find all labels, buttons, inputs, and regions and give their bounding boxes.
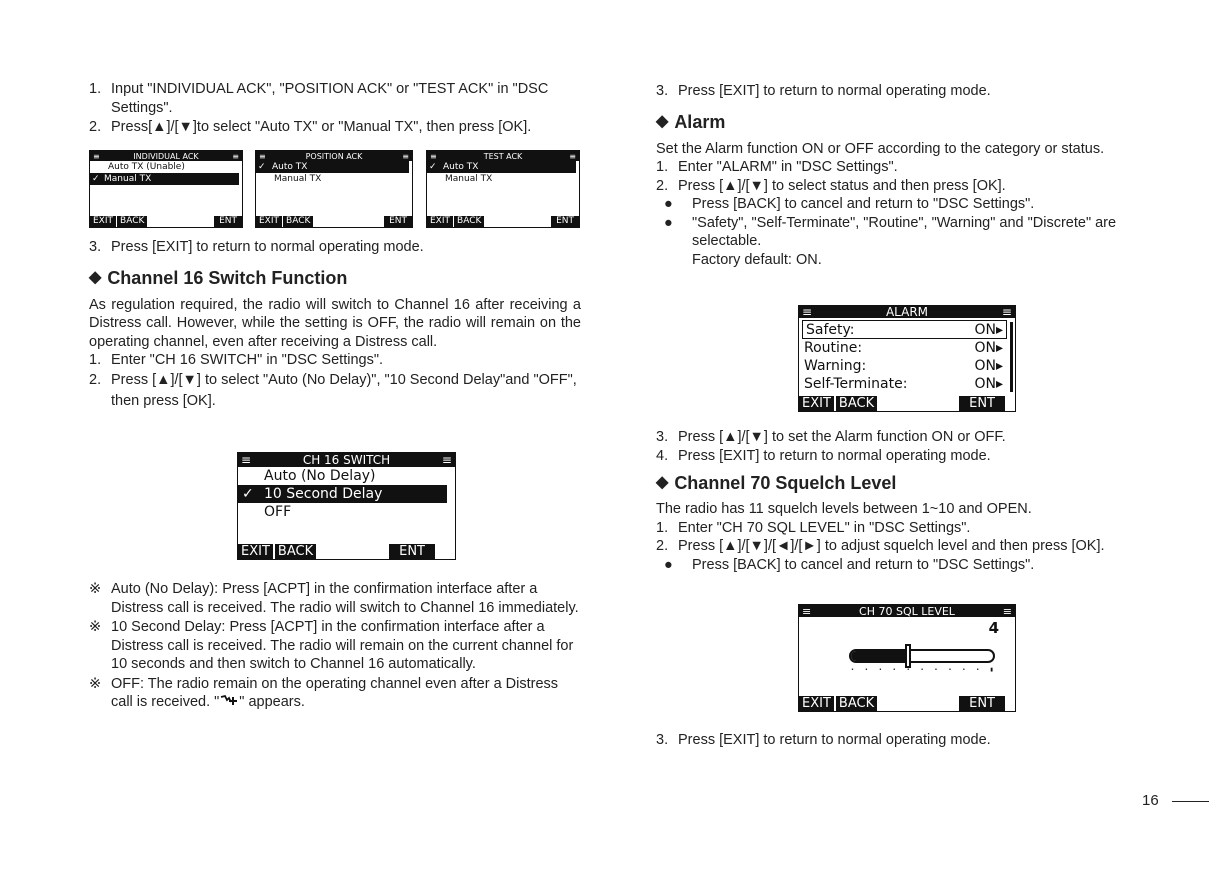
lcd-row-selected: ✓ Manual TX: [90, 173, 239, 185]
step-2: 2. Press [▲]/[▼] to select status and then press [OK].: [656, 177, 1006, 194]
diamond-icon: ◆: [656, 112, 669, 130]
lcd-ch16-switch: [237, 452, 456, 560]
bullet: ● "Safety", "Self-Terminate", "Routine", "Warning" and "Discrete" are selectable.: [664, 214, 1117, 249]
left-section-ch16: [89, 238, 581, 412]
lcd-ch70-sql-level: [798, 604, 1016, 712]
check-icon: ✓: [429, 162, 437, 172]
menu-icon: ≡: [1002, 604, 1012, 618]
note-auto: ※ Auto (No Delay): Press [ACPT] in the confirmation interface after a Distress call is received. The radio will switch to Channel 16 immediately.: [89, 581, 579, 616]
step-3: 3. Press [EXIT] to return to normal operating mode.: [656, 83, 991, 99]
lcd-test-ack: [426, 150, 580, 228]
step-3: 3. Press [EXIT] to return to normal operating mode.: [89, 239, 424, 255]
lcd-row-selected: ✓ 10 Second Delay: [238, 485, 447, 503]
lcd-individual-ack: [89, 150, 243, 228]
section-heading: ◆ Channel 70 Squelch Level: [656, 473, 897, 493]
alarm-row-self-terminate[interactable]: Self-Terminate: ON▸: [804, 376, 1003, 392]
ent-button[interactable]: ENT: [959, 696, 1005, 711]
lcd-row-selected: ✓ Auto TX: [427, 161, 576, 173]
sql-intro: The radio has 11 squelch levels between 1~10 and OPEN.: [656, 501, 1032, 517]
bullet: ● Press [BACK] to cancel and return to "DSC Settings".: [664, 556, 1035, 573]
squelch-ticks: • • • • • • • • • • ▮: [851, 667, 993, 673]
back-button[interactable]: BACK: [275, 544, 316, 559]
lcd-footer: [427, 208, 579, 227]
menu-icon: ≡: [802, 305, 813, 319]
exit-button[interactable]: EXIT: [238, 544, 273, 559]
right-column: [656, 82, 1150, 269]
ent-button[interactable]: ENT: [959, 396, 1005, 411]
left-column: [89, 80, 581, 137]
check-icon: ✓: [242, 486, 254, 502]
section-heading: ◆ Channel 16 Switch Function: [89, 267, 348, 288]
menu-icon: ≡: [402, 151, 409, 161]
intro-paragraph: As regulation required, the radio will switch to Channel 16 after receiving a Distress call. However, while the setting is OFF, the radio will remain on the operating channel, even after receiving a Distress call.: [89, 296, 581, 350]
exit-button[interactable]: EXIT: [90, 216, 116, 227]
menu-icon: ≡: [93, 151, 100, 161]
lcd-row-selected: ✓ Auto TX: [256, 161, 409, 173]
lcd-row: Auto TX (Unable): [108, 162, 185, 172]
check-icon: ✓: [92, 174, 100, 184]
step-2: 2. Press[▲]/[▼]to select "Auto TX" or "Manual TX", then press [OK].: [89, 119, 532, 135]
alarm-row-routine[interactable]: Routine: ON▸: [804, 340, 1003, 356]
step-text: Press[▲]/[▼]to select "Auto TX" or "Manual TX", then press [OK].: [111, 119, 532, 135]
lcd-row: OFF: [264, 504, 292, 520]
lcd-footer: [799, 392, 1015, 411]
menu-icon: ≡: [802, 604, 812, 618]
step-3: 3. Press [EXIT] to return to normal operating mode.: [656, 732, 991, 748]
back-button[interactable]: BACK: [454, 216, 484, 227]
note-off: ※ OFF: The radio remain on the operating channel even after a Distress call is received. " " appears.: [89, 675, 559, 710]
bullet: ● Press [BACK] to cancel and return to "DSC Settings".: [664, 196, 1035, 212]
lcd-header: ≡ POSITION ACK ≡: [256, 151, 412, 161]
exit-button[interactable]: EXIT: [799, 396, 834, 411]
step-1: 1. Enter "CH 16 SWITCH" in "DSC Settings".: [89, 352, 383, 368]
step-2: 2. Press [▲]/[▼] to select "Auto (No Delay)", "10 Second Delay"and "OFF", then press [OK].: [89, 371, 577, 409]
exit-button[interactable]: EXIT: [427, 216, 453, 227]
diamond-icon: ◆: [656, 474, 669, 491]
ent-button[interactable]: ENT: [389, 544, 435, 559]
right-section-sql: [656, 428, 1150, 574]
step-4: 4. Press [EXIT] to return to normal operating mode.: [656, 447, 991, 464]
lcd-header: ≡ TEST ACK ≡: [427, 151, 579, 161]
scrollbar[interactable]: [1010, 322, 1013, 392]
ent-button[interactable]: ENT: [214, 216, 242, 227]
alarm-row-safety[interactable]: Safety: ON▸: [802, 320, 1007, 339]
notes: [89, 580, 581, 712]
step-3: 3. Press [▲]/[▼] to set the Alarm function ON or OFF.: [656, 429, 1006, 445]
check-icon: ✓: [258, 162, 266, 172]
section-heading: ◆ Alarm: [656, 111, 726, 132]
page-number-rule: [1172, 801, 1209, 802]
squelch-slider[interactable]: [849, 649, 995, 663]
diamond-icon: ◆: [89, 268, 102, 286]
step-1: 1. Input "INDIVIDUAL ACK", "POSITION ACK" or "TEST ACK" in "DSC Settings".: [89, 80, 581, 117]
menu-icon: ≡: [430, 151, 437, 161]
squelch-slider-fill: [851, 651, 908, 661]
lcd-header: ≡ CH 16 SWITCH ≡: [238, 453, 455, 467]
alarm-row-warning[interactable]: Warning: ON▸: [804, 358, 1003, 374]
alarm-intro: Set the Alarm function ON or OFF according to the category or status.: [656, 140, 1105, 157]
lcd-footer: [238, 540, 455, 559]
menu-icon: ≡: [259, 151, 266, 161]
ent-button[interactable]: ENT: [384, 216, 412, 227]
exit-button[interactable]: EXIT: [799, 696, 834, 711]
lcd-header: ≡ ALARM ≡: [799, 306, 1015, 318]
note-10-second: ※ 10 Second Delay: Press [ACPT] in the confirmation interface after a Distress call is received. The radio will remain on the current channel for 10 seconds and then switch to Channel 16 automatically.: [89, 619, 574, 672]
squelch-level-value: 4: [988, 619, 999, 637]
lcd-position-ack: [255, 150, 413, 228]
final-step: [656, 731, 1150, 750]
menu-icon: ≡: [441, 453, 452, 467]
back-button[interactable]: BACK: [836, 396, 877, 411]
menu-icon: ≡: [232, 151, 239, 161]
step-1: 1. Enter "ALARM" in "DSC Settings".: [656, 159, 898, 175]
lcd-header: ≡ CH 70 SQL LEVEL ≡: [799, 605, 1015, 617]
page-number: 16: [1142, 792, 1159, 809]
back-button[interactable]: BACK: [283, 216, 313, 227]
menu-icon: ≡: [241, 453, 252, 467]
ent-button[interactable]: ENT: [551, 216, 579, 227]
menu-icon: ≡: [569, 151, 576, 161]
back-button[interactable]: BACK: [117, 216, 147, 227]
lcd-header: ≡ INDIVIDUAL ACK ≡: [90, 151, 242, 161]
lcd-footer: [799, 692, 1015, 711]
back-button[interactable]: BACK: [836, 696, 877, 711]
lcd-footer: [90, 208, 242, 227]
step-1: 1. Enter "CH 70 SQL LEVEL" in "DSC Settings".: [656, 519, 971, 536]
lcd-row: Auto (No Delay): [264, 468, 376, 484]
lcd-alarm: [798, 305, 1016, 412]
step-text: Input "INDIVIDUAL ACK", "POSITION ACK" or "TEST ACK" in "DSC Settings".: [111, 81, 549, 116]
lcd-row: Manual TX: [274, 174, 322, 184]
lcd-row: Manual TX: [445, 174, 493, 184]
step-2: 2. Press [▲]/[▼]/[◄]/[►] to adjust squelch level and then press [OK].: [656, 538, 1105, 554]
factory-default: Factory default: ON.: [692, 251, 822, 268]
exit-button[interactable]: EXIT: [256, 216, 282, 227]
lcd-footer: [256, 208, 412, 227]
menu-icon: ≡: [1001, 305, 1012, 319]
distress-alert-icon: [219, 694, 239, 707]
squelch-slider-thumb[interactable]: [905, 644, 911, 668]
